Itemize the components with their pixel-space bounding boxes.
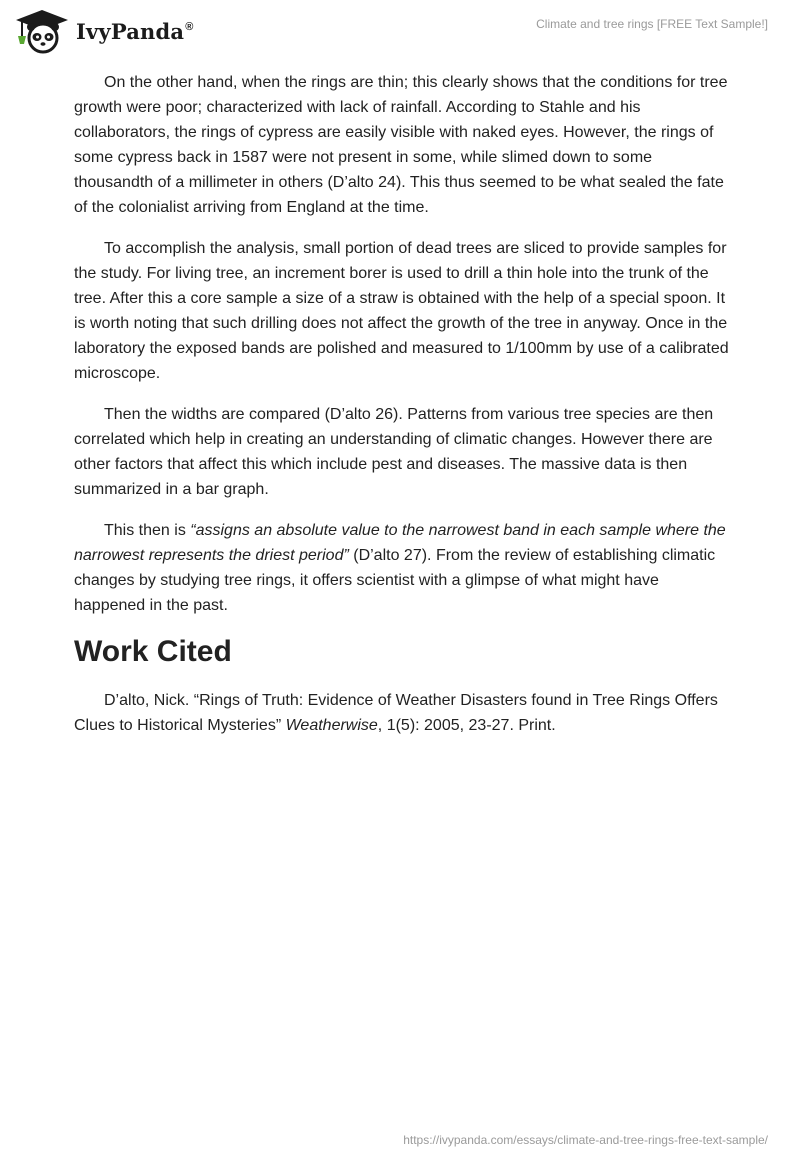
registered-mark: ® — [185, 20, 194, 33]
citation-rest: , 1(5): 2005, 23-27. Print. — [377, 717, 556, 734]
citation-entry — [74, 688, 734, 738]
paragraph-rest: (D’alto 27). From the review of establishing climatic changes by studying tree rings, it offers scientist with a glimpse of what might have happened in the past. — [74, 547, 716, 614]
essay-content — [74, 70, 734, 754]
paragraph: To accomplish the analysis, small portion of dead trees are sliced to provide samples for the study. For living tree, an increment borer is used to drill a thin hole into the trunk of the tree. After this a core sample a size of a straw is obtained with the help of a special spoon. It is worth noting that such drilling does not affect the growth of the tree in anyway. Once in the laboratory the exposed bands are polished and measured to 1/100mm by use of a calibrated microscope. — [74, 240, 729, 382]
works-cited-heading: Work Cited — [74, 635, 232, 668]
paragraph-lead: This then is — [104, 522, 191, 539]
brand-name — [76, 19, 194, 44]
paragraph-quote: “assigns an absolute value to the narrowest band in each sample where the narrowest represents the driest period” — [74, 522, 726, 564]
page-header — [0, 0, 800, 60]
paragraph: Then the widths are compared (D’alto 26). Patterns from various tree species are then correlated which help in creating an understanding of climatic changes. However there are other factors that affect this which include pest and diseases. The massive data is then summarized in a bar graph. — [74, 406, 714, 498]
document-title: Climate and tree rings [FREE Text Sample!] — [536, 17, 768, 31]
panda-graduate-icon — [14, 8, 70, 54]
paragraph: On the other hand, when the rings are thin; this clearly shows that the conditions for tree growth were poor; characterized with lack of rainfall. According to Stahle and his collaborators, the rings of cypress are easily visible with naked eyes. However, the rings of some cypress back in 1587 were not present in some, while slimed down to some thousandth of a millimeter in others (D’alto 24). This thus seemed to be what sealed the fate of the colonialist arriving from England at the time. — [74, 74, 728, 216]
citation-journal: Weatherwise — [285, 717, 378, 734]
ivypanda-logo[interactable] — [14, 8, 194, 54]
citation-lead: D’alto, Nick. “Rings of Truth: Evidence of Weather Disasters found in Tree Rings Offers Clues to Historical Mysteries” — [74, 692, 718, 734]
source-url-link[interactable]: https://ivypanda.com/essays/climate-and-tree-rings-free-text-sample/ — [403, 1133, 768, 1147]
paragraph — [74, 518, 734, 618]
brand-text: IvyPanda — [76, 18, 185, 44]
